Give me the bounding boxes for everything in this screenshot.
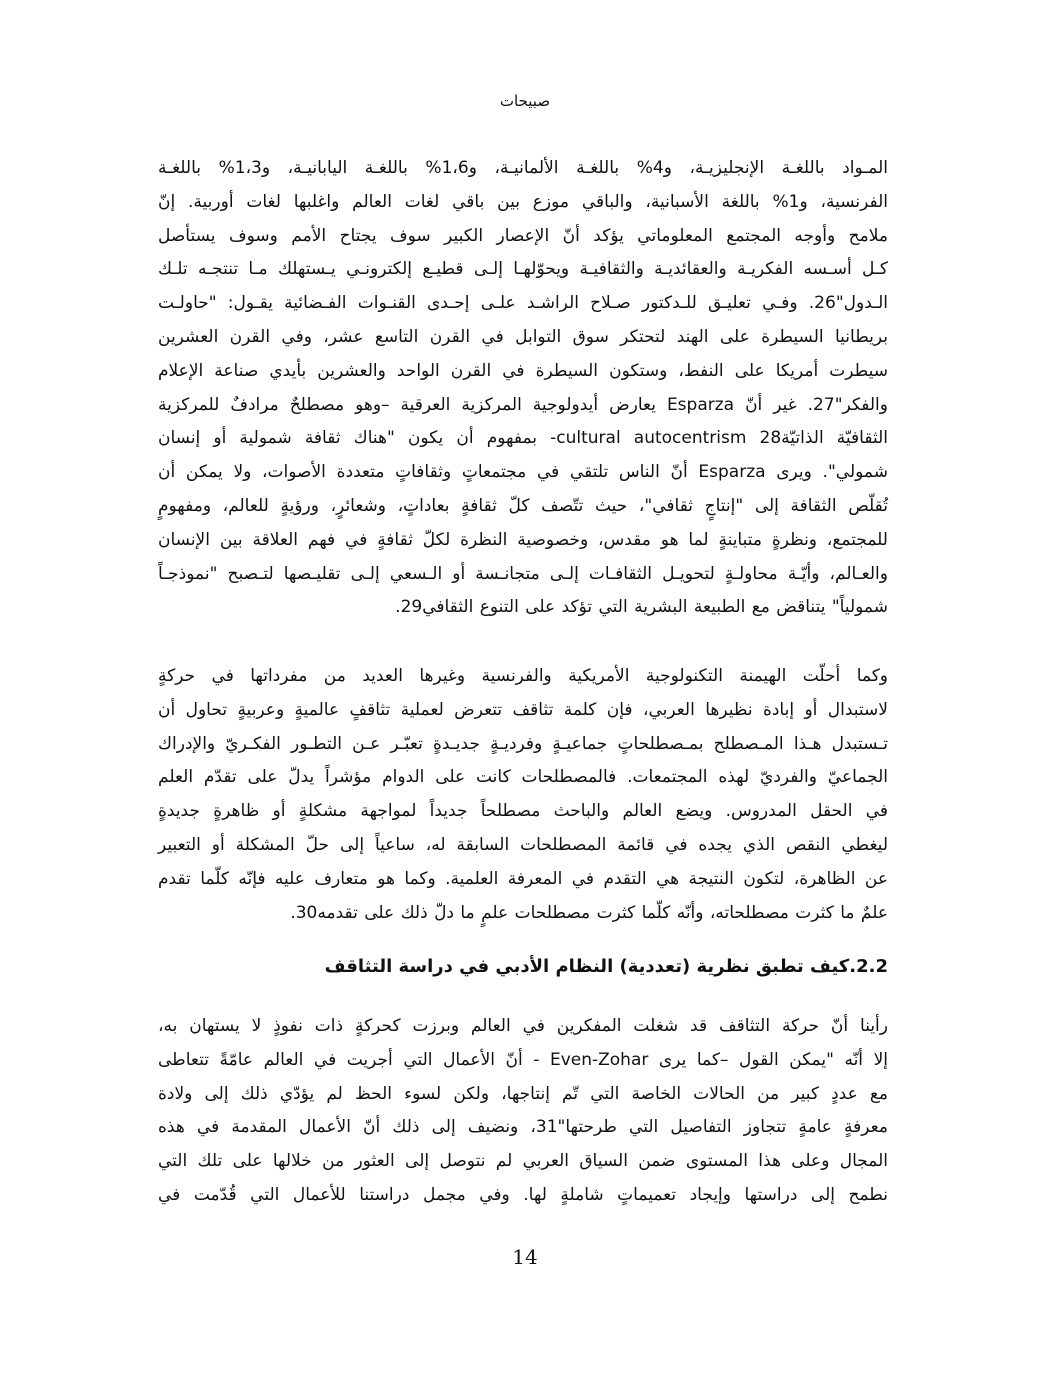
paragraph-line: سيطرت أمريكا على النفط، وستكون السيطرة في القرن الواحد والعشرين بأيدي صناعة الإعلام — [158, 360, 888, 381]
paragraph-line: نطمح إلى دراستها وإيجاد تعميماتٍ شاملةٍ لها. وفي مجمل دراستنا للأعمال التي قُدّمت في — [158, 1184, 888, 1205]
paragraph-line: بريطانيا السيطرة على الهند لتحتكر سوق التوابل في القرن التاسع عشر، وفي القرن العشرين — [158, 326, 888, 347]
section-heading: 2.2.كيف تطبق نظرية (تعددية) النظام الأدبي في دراسة التثاقف — [324, 956, 888, 977]
paragraph-line: مع عددٍ كبير من الحالات الخاصة التي تّم إنتاجها، ولكن لسوء الحظ لم يؤدّي ذلك إلى ولادة — [158, 1083, 888, 1104]
paragraph-line: رأينا أنّ حركة التثاقف قد شغلت المفكرين في العالم وبرزت كحركةٍ ذات نفوذٍ لا يستهان به، — [158, 1016, 888, 1036]
paragraph-line: عن الظاهرة، لتكون النتيجة هي التقدم في المعرفة العلمية. وكما هو متعارف عليه فإنّه كلّما تقدم — [158, 868, 888, 889]
paragraph-line: كـل أسـسه الفكريـة والعقائديـة والثقافيـة ويحوّلهـا إلـى قطيـع إلكترونـي يـستهلك مـا تنتجـه تلـك — [158, 259, 888, 280]
paragraph-line: الجماعيّ والفرديّ لهذه المجتمعات. فالمصطلحات كانت على الدوام مؤشراً يدلّ على تقدّم العلم — [158, 767, 888, 788]
paragraph-2 — [158, 660, 888, 930]
paragraph-line: ملامح وأوجه المجتمع المعلوماتي يؤكد أنّ الإعصار الكبير سوف يجتاح الأمم وسوف يستأصل — [158, 225, 888, 246]
paragraph-line: وكما أحلّت الهيمنة التكنولوجية الأمريكية والفرنسية وغيرها العديد من مفرداتها في حركةٍ — [158, 666, 888, 686]
running-header: صبيحات — [499, 92, 551, 110]
paragraph-line: والفكر"27. غير أنّ Esparza يعارض أيدولوجية المركزية العرقية –وهو مصطلحٌ مرادفٌ للمركزية — [158, 394, 888, 415]
paragraph-line: معرفةٍ عامةٍ تتجاوز التفاصيل التي طرحتها"31، ونضيف إلى ذلك أنّ الأعمال المقدمة في هذه — [158, 1117, 888, 1138]
paragraph-line: المجال وعلى هذا المستوى ضمن السياق العربي لم نتوصل إلى العثور من خلالها على تلك التي — [158, 1151, 888, 1172]
paragraph-line: لاستبدال أو إبادة نظيرها العربي، فإن كلمة تثاقف تتعرض لعملية تثاقفٍ عالميةٍ وعربيةٍ تحاول أن — [158, 699, 888, 720]
paragraph-line: تُقلّص الثقافة إلى "إنتاجٍ ثقافي"، حيث تتّصف كلّ ثقافةٍ بعاداتٍ، وشعائرٍ، ورؤيةٍ للعالم، ومفهومٍ — [158, 495, 888, 516]
paragraph-line: شمولياً" يتناقض مع الطبيعة البشرية التي تؤكد على التنوع الثقافي29. — [395, 597, 888, 618]
paragraph-line: للمجتمع، ونظرةٍ متباينةٍ لما هو مقدس، وخصوصية النظرة لكلّ ثقافةٍ في فهم العلاقة بين الإنسان — [158, 529, 888, 550]
paragraph-line: المـواد باللغـة الإنجليزيـة، و4% باللغـة الألمانيـة، و1،6% باللغـة اليابانيـة، و1،3% باللغـة — [158, 158, 889, 178]
paragraph-line: في الحقل المدروس. ويضع العالم والباحث مصطلحاً جديداً لمواجهة مشكلةٍ أو ظاهرةٍ جديدةٍ — [158, 801, 888, 822]
paragraph-line: الفرنسية، و1% باللغة الأسبانية، والباقي موزع بين باقي لغات العالم واغلبها لغات أوربية. إنّ — [158, 191, 889, 212]
paragraph-line: شمولي". ويرى Esparza أنّ الناس تلتقي في مجتمعاتٍ وثقافاتٍ متعددة الأصوات، ولا يمكن أن — [158, 462, 888, 483]
paragraph-line: الثقافيّة الذاتيّة28 cultural autocentrism- بمفهوم أن يكون "هناك ثقافة شمولية أو إنسان — [158, 428, 888, 449]
paragraph-line: إلا أنّه "يمكن القول –كما يرى Even-Zohar - أنّ الأعمال التي أجريت في العالم عامّةً تتعاطى — [158, 1049, 888, 1070]
paragraph-line: تـستبدل هـذا المـصطلح بمـصطلحاتٍ جماعيـةٍ وفرديـةٍ جديـدةٍ تعبّـر عـن التطـور الفكـريّ والإدراك — [158, 733, 888, 754]
paragraph-line: علمٌ ما كثرت مصطلحاته، وأنّه كلّما كثرت مصطلحات علمٍ ما دلّ ذلك على تقدمه30. — [290, 902, 888, 923]
page-number: 14 — [512, 1245, 538, 1269]
paragraph-3 — [158, 1010, 888, 1213]
paragraph-line: والعـالم، وأيّـة محاولـةٍ لتحويـل الثقافـات إلـى متجانـسة أو الـسعي إلـى تقليـصها لتـصبح "نموذجـاً — [158, 563, 888, 584]
paragraph-1 — [158, 152, 888, 625]
paragraph-line: الـدول"26. وفـي تعليـق للـدكتور صـلاح الراشـد علـى إحـدى القنـوات الفـضائية يقـول: "حاولـت — [158, 293, 888, 314]
paragraph-line: ليغطي النقص الذي يجده في قائمة المصطلحات السابقة له، ساعياً إلى حلّ المشكلة أو التعبير — [158, 834, 888, 855]
